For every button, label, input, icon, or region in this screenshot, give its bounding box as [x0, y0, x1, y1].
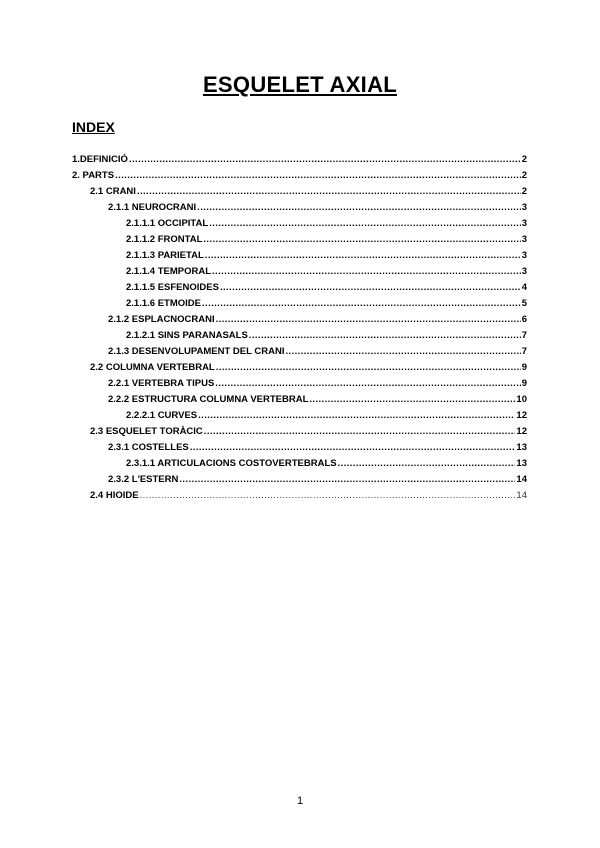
toc-entry-page: 3 — [521, 202, 527, 213]
toc-entry[interactable] — [126, 264, 527, 280]
toc-entry[interactable] — [108, 472, 527, 488]
toc-entry-label: 2.1.1.2 FRONTAL — [126, 234, 203, 245]
toc-entry-page: 12 — [516, 410, 527, 421]
toc-entry-label: 2.1.1.4 TEMPORAL — [126, 266, 211, 277]
dot-leader — [285, 344, 520, 360]
toc-entry-page: 3 — [521, 234, 527, 245]
toc-entry-page: 6 — [521, 314, 527, 325]
toc-entry-label: 2.1.2.1 SINS PARANASALS — [126, 330, 248, 341]
toc-entry-page: 2 — [521, 154, 527, 165]
toc-entry-page: 5 — [521, 298, 527, 309]
dot-leader — [215, 376, 520, 392]
toc-entry-page: 2 — [521, 186, 527, 197]
dot-leader — [204, 424, 516, 440]
dot-leader — [209, 216, 521, 232]
toc-entry-label: 2.1.1.5 ESFENOIDES — [126, 282, 219, 293]
dot-leader — [220, 280, 521, 296]
toc-entry-label: 2.3.1.1 ARTICULACIONS COSTOVERTEBRALS — [126, 458, 337, 469]
toc-entry[interactable] — [72, 168, 527, 184]
toc-entry[interactable] — [126, 232, 527, 248]
dot-leader — [216, 312, 521, 328]
toc-entry-page: 7 — [521, 330, 527, 341]
toc-entry-label: 1.DEFINICIÓ — [72, 154, 128, 165]
toc-entry[interactable] — [126, 328, 527, 344]
toc-entry-label: 2.1.1.6 ETMOIDE — [126, 298, 201, 309]
toc-entry[interactable] — [108, 344, 527, 360]
dot-leader — [338, 456, 516, 472]
toc-entry[interactable] — [108, 200, 527, 216]
toc-entry-label: 2.4 HIOIDE — [90, 490, 139, 501]
toc-entry[interactable] — [126, 216, 527, 232]
dot-leader — [137, 184, 521, 200]
toc-entry[interactable] — [90, 488, 527, 504]
toc-entry-page: 10 — [516, 394, 527, 405]
toc-entry-label: 2.3 ESQUELET TORÀCIC — [90, 426, 203, 437]
dot-leader — [249, 328, 521, 344]
dot-leader — [115, 168, 521, 184]
toc-entry-label: 2.3.1 COSTELLES — [108, 442, 189, 453]
toc-entry-page: 3 — [521, 250, 527, 261]
toc-entry-page: 7 — [521, 346, 527, 357]
dot-leader — [179, 472, 515, 488]
toc-entry[interactable] — [90, 424, 527, 440]
toc-entry-label: 2.2 COLUMNA VERTEBRAL — [90, 362, 215, 373]
toc-entry[interactable] — [108, 440, 527, 456]
dot-leader — [203, 232, 520, 248]
toc-entry-label: 2.1.2 ESPLACNOCRANI — [108, 314, 215, 325]
toc-entry[interactable] — [126, 280, 527, 296]
toc-entry[interactable] — [126, 456, 527, 472]
dot-leader — [198, 408, 515, 424]
dot-leader — [309, 392, 515, 408]
dot-leader — [129, 152, 521, 168]
toc-entry-page: 14 — [516, 474, 527, 485]
toc-entry-page: 2 — [521, 170, 527, 181]
index-heading: INDEX — [72, 119, 115, 135]
toc-entry-label: 2.2.2 ESTRUCTURA COLUMNA VERTEBRAL — [108, 394, 309, 405]
toc-entry-label: 2.2.2.1 CURVES — [126, 410, 198, 421]
dot-leader — [197, 200, 521, 216]
toc-entry[interactable] — [126, 408, 527, 424]
toc-entry-page: 3 — [521, 266, 527, 277]
toc-entry[interactable] — [108, 312, 527, 328]
toc-entry-label: 2.3.2 L'ESTERN — [108, 474, 179, 485]
toc-entry[interactable] — [90, 360, 527, 376]
dot-leader — [202, 296, 521, 312]
toc-entry[interactable] — [90, 184, 527, 200]
toc-entry[interactable] — [126, 296, 527, 312]
toc-entry-page: 9 — [521, 378, 527, 389]
document-title: ESQUELET AXIAL — [202, 72, 398, 97]
toc-entry-page: 12 — [516, 426, 527, 437]
toc-entry-label: 2.1.1.3 PARIETAL — [126, 250, 204, 261]
toc-entry-label: 2.2.1 VERTEBRA TIPUS — [108, 378, 215, 389]
toc-entry[interactable] — [126, 248, 527, 264]
toc-entry-label: 2.1 CRANI — [90, 186, 136, 197]
toc-entry-label: 2.1.1.1 OCCIPITAL — [126, 218, 209, 229]
toc-entry[interactable] — [108, 392, 527, 408]
toc-entry[interactable] — [72, 152, 527, 168]
toc-entry-page: 9 — [521, 362, 527, 373]
toc-entry-page: 14 — [516, 490, 527, 501]
toc-entry-label: 2. PARTS — [72, 170, 115, 181]
toc-entry-label: 2.1.3 DESENVOLUPAMENT DEL CRANI — [108, 346, 285, 357]
page-number: 1 — [296, 795, 304, 807]
toc-entry[interactable] — [108, 376, 527, 392]
toc-entry-page: 13 — [516, 458, 527, 469]
dot-leader — [212, 264, 521, 280]
toc-entry-page: 13 — [516, 442, 527, 453]
toc-entry-page: 3 — [521, 218, 527, 229]
dot-leader — [216, 360, 521, 376]
dot-leader — [140, 488, 516, 504]
toc-entry-label: 2.1.1 NEUROCRANI — [108, 202, 197, 213]
dot-leader — [190, 440, 516, 456]
toc-entry-page: 4 — [521, 282, 527, 293]
dot-leader — [205, 248, 521, 264]
